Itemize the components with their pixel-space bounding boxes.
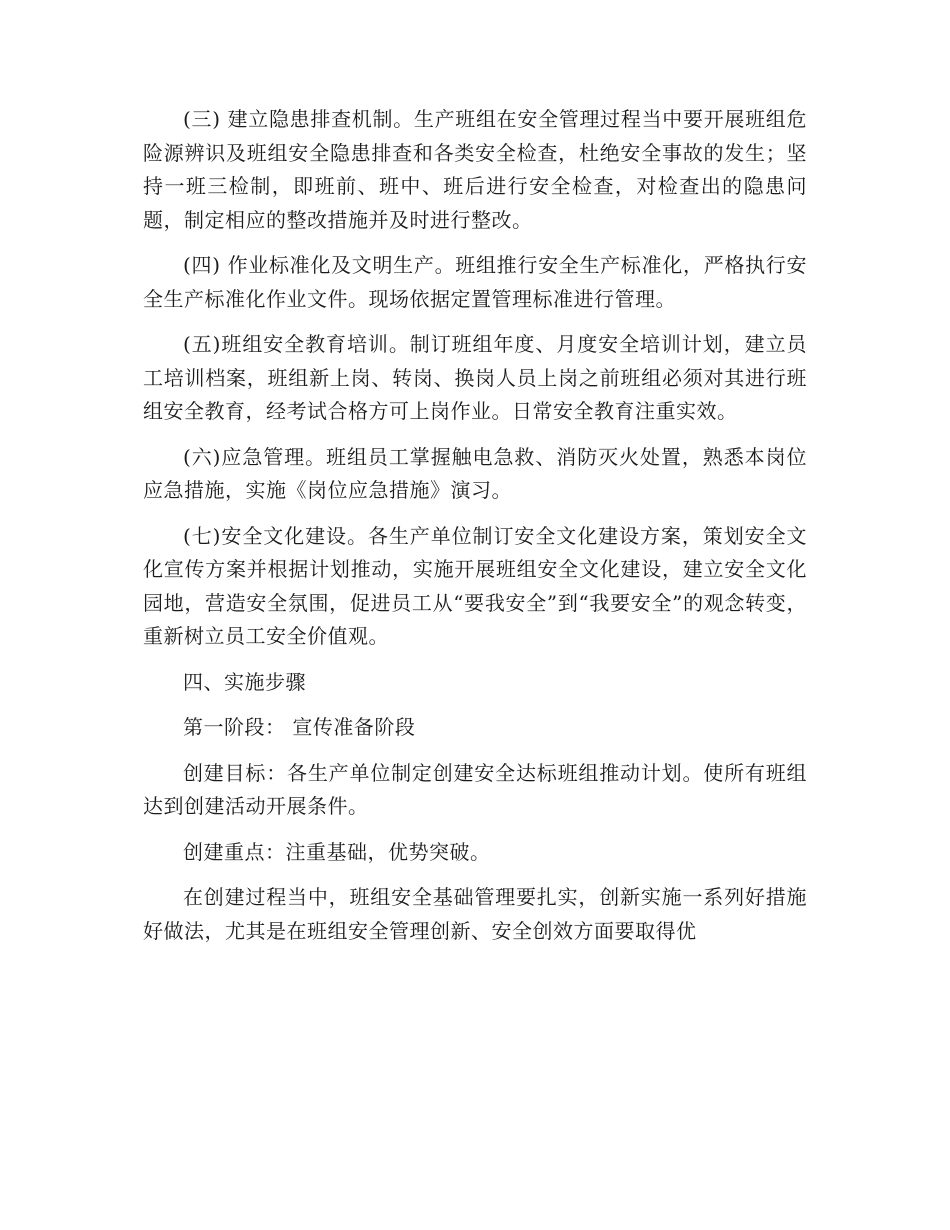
paragraph-safety-culture: (七)安全文化建设。各生产单位制订安全文化建设方案，策划安全文化宣传方案并根据计划推动，实施开展班组安全文化建设，建立安全文化园地，营造安全氛围，促进员工从“要我安全”到“我要安全”的观念转变，重新树立员工安全价值观。 [143,523,807,648]
paragraph-emergency-management: (六)应急管理。班组员工掌握触电急救、消防灭火处置，熟悉本岗位应急措施，实施《岗位应急措施》演习。 [143,444,807,502]
paragraph-safety-training: (五)班组安全教育培训。制订班组年度、月度安全培训计划，建立员工培训档案，班组新上岗、转岗、换岗人员上岗之前班组必须对其进行班组安全教育，经考试合格方可上岗作业。日常安全教育注重实效。 [143,332,807,423]
paragraph-creation-process: 在创建过程当中，班组安全基础管理要扎实，创新实施一系列好措施好做法，尤其是在班组安全管理创新、安全创效方面要取得优 [143,885,807,943]
paragraph-hazard-investigation: (三) 建立隐患排查机制。生产班组在安全管理过程当中要开展班组危险源辨识及班组安全隐患排查和各类安全检查，杜绝安全事故的发生；坚持一班三检制，即班前、班中、班后进行安全检查，对检查出的隐患问题，制定相应的整改措施并及时进行整改。 [143,107,807,232]
document-page [143,103,807,960]
stage-heading-first: 第一阶段： 宣传准备阶段 [183,715,416,739]
section-heading-implementation-steps: 四、实施步骤 [183,669,306,694]
paragraph-creation-goal: 创建目标：各生产单位制定创建安全达标班组推动计划。使所有班组达到创建活动开展条件。 [143,760,807,818]
paragraph-creation-focus: 创建重点：注重基础，优势突破。 [183,839,491,864]
paragraph-standardization: (四) 作业标准化及文明生产。班组推行安全生产标准化，严格执行安全生产标准化作业文件。现场依据定置管理标准进行管理。 [143,253,807,311]
